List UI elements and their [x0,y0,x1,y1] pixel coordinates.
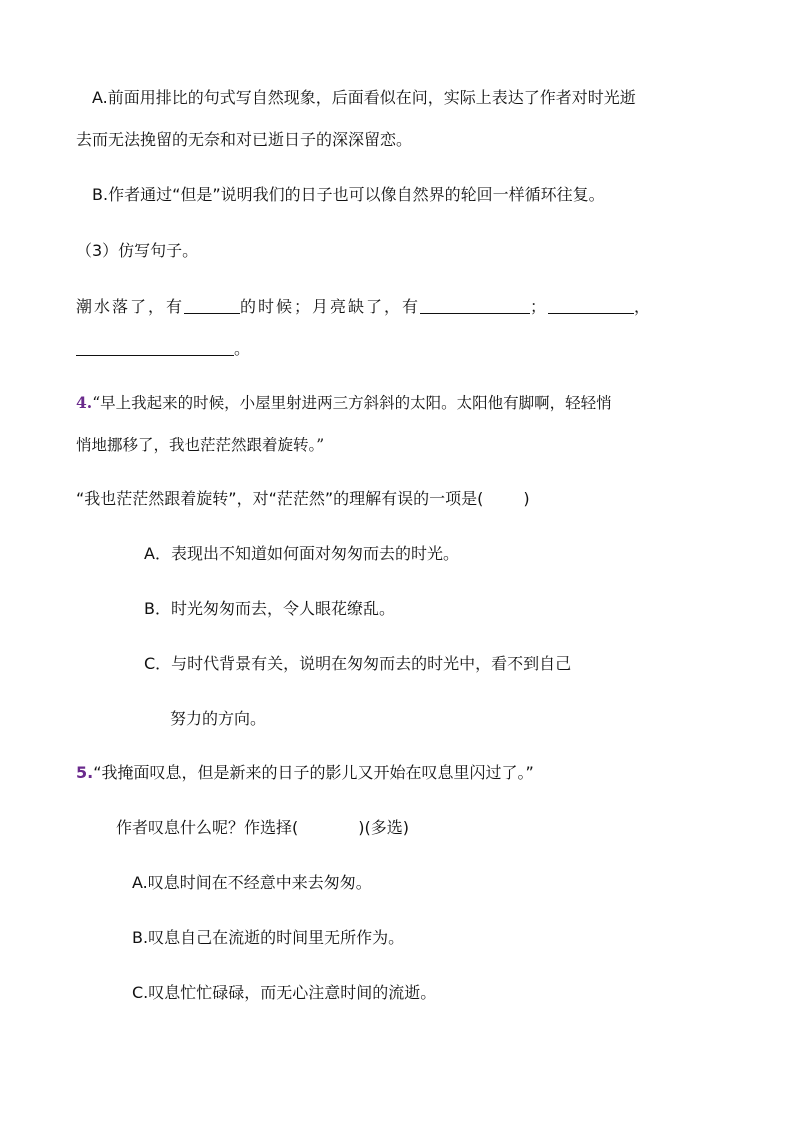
q4-quote-line2: 悄地挪移了，我也茫茫然跟着旋转。” [76,436,325,454]
q4-quote-line1 [76,392,612,414]
q5-number: 5. [76,763,94,782]
q5-question-close: )(多选) [358,818,409,837]
imitate-blank-1[interactable] [184,297,240,314]
q4-number: 4. [76,393,93,412]
imitate-text-2: 的时候；月亮缺了，有 [240,297,421,316]
imitate-end: 。 [234,339,251,358]
q3-option-a-line1: A.前面用排比的句式写自然现象，后面看似在问，实际上表达了作者对时光逝 [92,88,636,107]
q5-question-text: 作者叹息什么呢？作选择( [116,818,299,837]
q4-option-c-continuation: 努力的方向。 [170,709,267,728]
q3-sub3-label: （3）仿写句子。 [76,241,199,260]
q4-quote-text-1: “早上我起来的时候，小屋里射进两三方斜斜的太阳。太阳他有脚啊，轻轻悄 [92,394,612,412]
imitate-blank-4[interactable] [76,339,234,356]
q4-option-b: B．时光匆匆而去，令人眼花缭乱。 [144,599,395,618]
imitate-text-1: 潮水落了，有 [76,297,185,316]
imitate-sep-1: ； [530,297,549,316]
q4-question [76,488,530,510]
imitate-blank-3[interactable] [548,297,634,314]
q4-option-c: C．与时代背景有关，说明在匆匆而去的时光中，看不到自己 [144,654,572,673]
q3-imitate-line2 [76,338,250,360]
q3-imitate-line1 [76,296,652,318]
q5-quote [76,762,534,784]
q5-option-b: B.叹息自己在流逝的时间里无所作为。 [132,928,405,947]
q5-quote-text: “我掩面叹息，但是新来的日子的影儿又开始在叹息里闪过了。” [93,763,534,782]
q3-option-b: B.作者通过“但是”说明我们的日子也可以像自然界的轮回一样循环往复。 [92,185,605,204]
imitate-sep-2: ， [634,297,653,316]
q5-question [116,817,409,839]
q5-option-a: A.叹息时间在不经意中来去匆匆。 [132,873,372,892]
q4-question-text: “我也茫茫然跟着旋转”，对“茫茫然”的理解有误的一项是( [76,489,484,508]
q4-question-close: ) [523,489,530,508]
q5-option-c: C.叹息忙忙碌碌，而无心注意时间的流逝。 [132,983,437,1002]
q3-option-a-line2: 去而无法挽留的无奈和对已逝日子的深深留恋。 [76,130,413,149]
q4-option-a: A．表现出不知道如何面对匆匆而去的时光。 [144,544,459,563]
imitate-blank-2[interactable] [420,297,530,314]
